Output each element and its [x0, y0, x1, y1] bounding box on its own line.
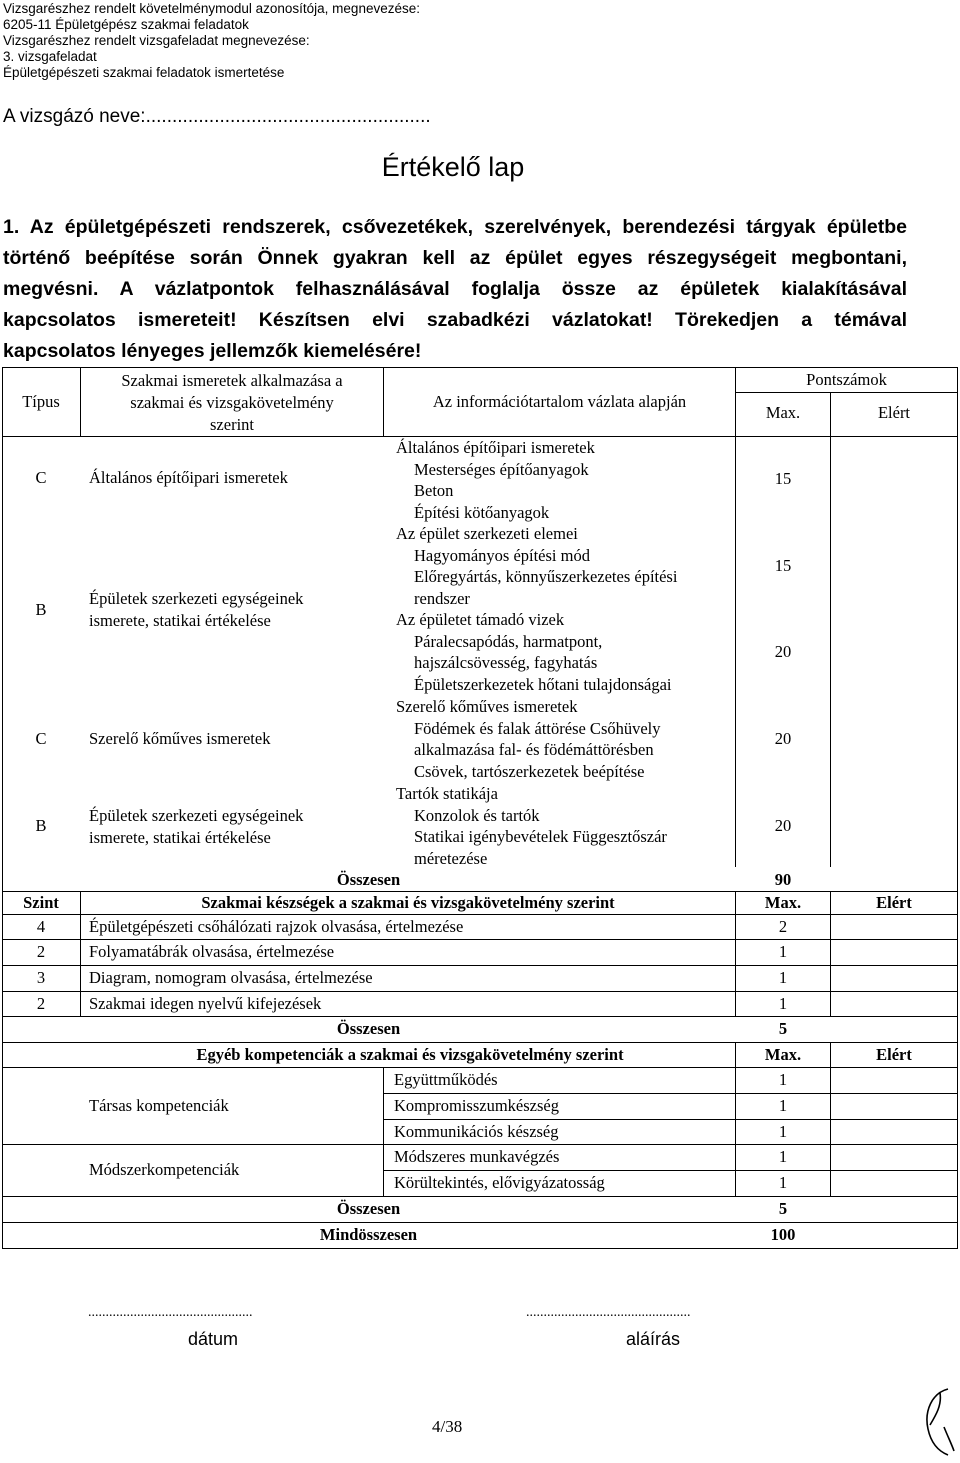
skill-name: Folyamatábrák olvasása, értelmezése	[89, 942, 335, 961]
row-divider	[383, 1119, 958, 1120]
social-competencies-label: Társas kompetenciák	[89, 1096, 229, 1115]
subtotal-value: 5	[778, 1199, 788, 1218]
header-line: Vizsgarészhez rendelt vizsgafeladat megnevezése:	[3, 33, 310, 48]
outline-item: Beton	[414, 481, 454, 500]
other-header-achieved: Elért	[876, 1045, 912, 1064]
task-line: kapcsolatos lényeges jellemzők kiemelésére!	[3, 340, 422, 362]
row-type: C	[35, 729, 47, 748]
header-text: Szakmai ismeretek alkalmazása a	[121, 371, 343, 390]
topic-line: Épületek szerkezeti egységeinek	[89, 806, 304, 825]
max-points: 15	[774, 556, 792, 575]
header-text: szakmai és vizsgakövetelmény	[130, 393, 334, 412]
subtotal-value: 5	[778, 1019, 788, 1038]
column-divider	[735, 367, 736, 867]
handwritten-initial	[918, 1385, 958, 1460]
competency-max: 1	[778, 1173, 788, 1192]
method-competencies-label: Módszerkompetenciák	[89, 1160, 240, 1179]
row-divider	[383, 1170, 958, 1171]
outline-item: Konzolok és tartók	[414, 805, 540, 825]
row-type: B	[35, 816, 47, 835]
row-divider	[2, 1067, 958, 1068]
row-divider	[2, 939, 958, 940]
table-border	[957, 367, 958, 1249]
row-divider	[2, 1016, 958, 1017]
column-divider	[383, 1067, 384, 1196]
max-points: 20	[774, 642, 792, 661]
skill-level: 4	[36, 917, 46, 936]
row-outline	[396, 523, 677, 695]
row-divider	[383, 1093, 958, 1094]
page-number: 4/38	[432, 1417, 463, 1436]
skill-level: 2	[36, 942, 46, 961]
skill-max: 1	[778, 942, 788, 961]
signature-label: aláírás	[626, 1329, 681, 1349]
task-line: megvésni. A vázlatpontok felhasználásával foglalja össze az épületek kialakításával	[3, 278, 907, 300]
column-header-achieved: Elért	[877, 403, 911, 422]
outline-item: Hagyományos építési mód	[414, 545, 590, 565]
task-description	[3, 212, 907, 367]
competency-max: 1	[778, 1147, 788, 1166]
module-header	[3, 1, 420, 81]
max-points: 20	[774, 729, 792, 748]
subtotal-label: Összesen	[336, 1019, 401, 1038]
outline-heading: Általános építőipari ismeretek	[396, 438, 595, 457]
outline-item: Páralecsapódás, harmatpont,	[414, 631, 603, 651]
competency-max: 1	[778, 1096, 788, 1115]
skills-header-achieved: Elért	[876, 893, 912, 912]
row-divider	[2, 1042, 958, 1043]
row-divider	[2, 1144, 958, 1145]
topic-line: ismerete, statikai értékelése	[89, 827, 271, 847]
skills-header-level: Szint	[23, 893, 59, 912]
row-divider	[735, 392, 958, 393]
row-divider	[2, 367, 958, 368]
competency-name: Módszeres munkavégzés	[394, 1147, 560, 1166]
outline-item: hajszálcsövesség, fagyhatás	[414, 653, 598, 672]
column-header-outline: Az információtartalom vázlata alapján	[432, 392, 687, 411]
outline-heading: Szerelő kőműves ismeretek	[396, 697, 578, 716]
skill-name: Diagram, nomogram olvasása, értelmezése	[89, 968, 373, 987]
competency-name: Kompromisszumkészség	[394, 1096, 559, 1115]
skills-header-max: Max.	[764, 893, 802, 912]
topic-line: ismerete, statikai értékelése	[89, 610, 271, 630]
competency-max: 1	[778, 1070, 788, 1089]
header-line: 6205-11 Épületgépész szakmai feladatok	[3, 17, 249, 32]
skill-max: 1	[778, 994, 788, 1013]
task-line: történő beépítése során Önnek gyakran kell az épület egyes részegységeit megbontani,	[3, 247, 907, 269]
outline-heading: Az épület szerkezeti elemei	[396, 524, 578, 543]
outline-item: Építési kötőanyagok	[414, 502, 550, 522]
skills-header-title: Szakmai készségek a szakmai és vizsgakövetelmény szerint	[201, 893, 615, 912]
row-outline	[396, 437, 595, 523]
outline-item: Csövek, tartószerkezetek beépítése	[414, 761, 645, 781]
outline-item: Födémek és falak áttörése Csőhüvely	[414, 718, 661, 738]
row-type: B	[35, 600, 47, 619]
row-divider	[2, 965, 958, 966]
skill-max: 1	[778, 968, 788, 987]
outline-heading: Tartók statikája	[396, 784, 498, 803]
outline-item: rendszer	[414, 588, 470, 608]
table-border	[2, 1248, 958, 1249]
grand-total-label: Mindösszesen	[319, 1225, 418, 1244]
row-divider	[2, 1196, 958, 1197]
column-header-points: Pontszámok	[806, 370, 887, 389]
row-type: C	[35, 468, 47, 487]
column-divider	[830, 392, 831, 867]
row-topic: Szerelő kőműves ismeretek	[89, 729, 271, 748]
row-divider	[2, 1222, 958, 1223]
header-line: Épületgépészeti szakmai feladatok ismertetése	[3, 65, 285, 80]
grand-total-value: 100	[770, 1225, 796, 1244]
competency-name: Kommunikációs készség	[394, 1122, 559, 1141]
outline-item: Előregyártás, könnyűszerkezetes építési	[414, 567, 678, 586]
task-line: kapcsolatos ismereteit! Készítsen elvi szabadkézi vázlatokat! Törekedjen a témával	[3, 309, 907, 331]
outline-item: Mesterséges építőanyagok	[414, 459, 589, 479]
page-title: Értékelő lap	[381, 152, 525, 182]
row-outline	[396, 696, 661, 782]
table-border	[2, 367, 3, 1249]
row-divider	[2, 991, 958, 992]
subtotal-label: Összesen	[336, 1199, 401, 1218]
row-topic	[89, 805, 303, 848]
date-label: dátum	[188, 1329, 239, 1349]
header-text: szerint	[210, 415, 254, 434]
header-line: 3. vizsgafeladat	[3, 49, 97, 64]
topic-line: Épületek szerkezeti egységeinek	[89, 589, 304, 608]
skill-name: Épületgépészeti csőhálózati rajzok olvasása, értelmezése	[89, 917, 464, 936]
skill-max: 2	[778, 917, 788, 936]
task-line: 1. Az épületgépészeti rendszerek, csővezetékek, szerelvények, berendezési tárgyak épületbe	[3, 216, 907, 238]
subtotal-label: Összesen	[336, 870, 401, 889]
outline-heading: Az épületet támadó vizek	[396, 610, 565, 629]
header-line: Vizsgarészhez rendelt követelménymodul azonosítója, megnevezése:	[3, 1, 420, 16]
signature-line: ...............................................	[526, 1305, 691, 1320]
row-divider	[2, 891, 958, 892]
outline-item: Épületszerkezetek hőtani tulajdonságai	[414, 674, 672, 694]
row-topic	[89, 588, 303, 631]
skill-level: 3	[36, 968, 46, 987]
competency-max: 1	[778, 1122, 788, 1141]
outline-item: méretezése	[414, 848, 488, 868]
date-line: ...............................................	[88, 1305, 253, 1320]
other-header-max: Max.	[764, 1045, 802, 1064]
examinee-name-field[interactable]: A vizsgázó neve:......................................................	[3, 106, 431, 127]
other-header-title: Egyéb kompetenciák a szakmai és vizsgakövetelmény szerint	[196, 1045, 624, 1064]
row-topic: Általános építőipari ismeretek	[89, 468, 288, 487]
outline-item: Statikai igénybevételek Függesztőszár	[414, 827, 667, 846]
subtotal-value: 90	[774, 870, 792, 889]
skill-name: Szakmai idegen nyelvű kifejezések	[89, 994, 322, 1013]
row-divider	[2, 914, 958, 915]
row-outline	[396, 783, 667, 869]
skill-level: 2	[36, 994, 46, 1013]
column-header-max: Max.	[765, 403, 801, 422]
column-header-type: Típus	[22, 392, 60, 411]
max-points: 20	[774, 816, 792, 835]
max-points: 15	[774, 469, 792, 488]
competency-name: Körültekintés, elővigyázatosság	[394, 1173, 605, 1192]
column-header-knowledge	[81, 370, 383, 436]
outline-item: alkalmazása fal- és födémáttörésben	[414, 740, 654, 759]
competency-name: Együttműködés	[394, 1070, 498, 1089]
